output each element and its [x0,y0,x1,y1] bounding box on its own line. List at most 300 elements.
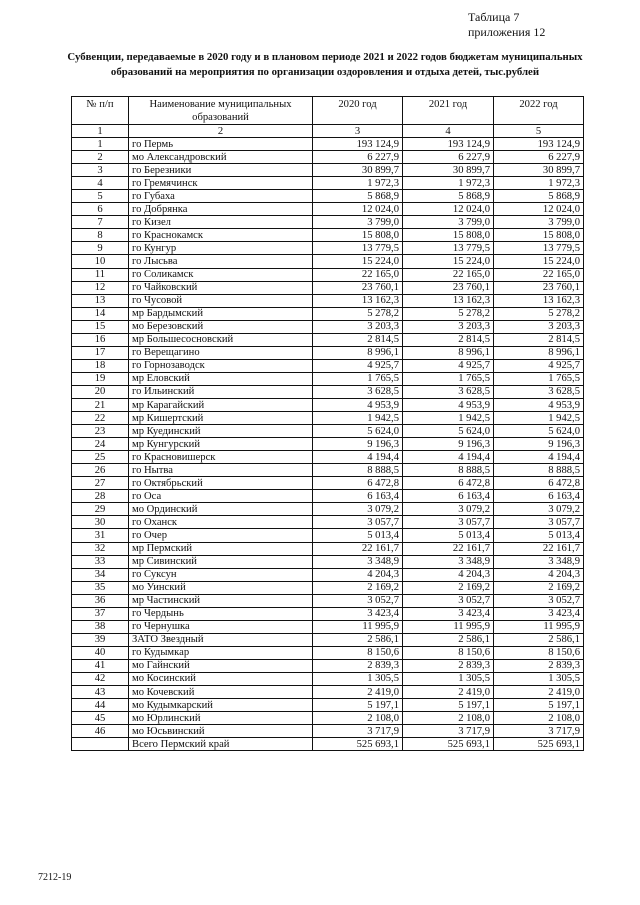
value-2020: 6 472,8 [313,477,403,490]
value-2020: 193 124,9 [313,138,403,151]
municipality-name: мо Гайнский [129,659,313,672]
municipality-name: го Чусовой [129,294,313,307]
value-2020: 3 628,5 [313,385,403,398]
value-2022: 4 204,3 [494,568,584,581]
table-row [72,620,584,633]
value-2022: 1 942,5 [494,412,584,425]
value-2021: 13 162,3 [403,294,494,307]
value-2020: 8 150,6 [313,646,403,659]
value-2021: 2 814,5 [403,333,494,346]
value-2021: 15 808,0 [403,229,494,242]
column-number: 5 [494,125,584,138]
value-2022: 15 224,0 [494,255,584,268]
value-2020: 5 013,4 [313,529,403,542]
value-2021: 9 196,3 [403,438,494,451]
municipality-name: го Гремячинск [129,177,313,190]
municipality-name: го Суксун [129,568,313,581]
table-row [72,320,584,333]
value-2021: 8 996,1 [403,346,494,359]
municipality-name: го Краснокамск [129,229,313,242]
municipality-name: мр Карагайский [129,398,313,411]
value-2022: 1 765,5 [494,372,584,385]
table-row [72,699,584,712]
row-number: 21 [72,398,129,411]
value-2021: 2 839,3 [403,659,494,672]
value-2020: 2 586,1 [313,633,403,646]
column-number: 3 [313,125,403,138]
value-2021: 8 150,6 [403,646,494,659]
value-2022: 9 196,3 [494,438,584,451]
municipality-name: го Очер [129,529,313,542]
row-number: 19 [72,372,129,385]
appendix-reference: приложения 12 [468,25,546,39]
value-2022: 2 108,0 [494,712,584,725]
table-reference [468,10,568,40]
row-number: 1 [72,138,129,151]
header-municipality: Наименование муниципальных образований [129,97,313,125]
table-row [72,151,584,164]
row-number: 45 [72,712,129,725]
value-2020: 4 925,7 [313,359,403,372]
row-number: 18 [72,359,129,372]
row-number: 34 [72,568,129,581]
value-2021: 5 624,0 [403,425,494,438]
value-2021: 2 169,2 [403,581,494,594]
total-2022: 525 693,1 [494,738,584,751]
value-2020: 2 169,2 [313,581,403,594]
municipality-name: го Чердынь [129,607,313,620]
value-2022: 6 227,9 [494,151,584,164]
table-row [72,464,584,477]
value-2022: 3 717,9 [494,725,584,738]
row-number: 43 [72,686,129,699]
table-row [72,359,584,372]
row-number: 5 [72,190,129,203]
municipality-name: мр Сивинский [129,555,313,568]
value-2020: 6 163,4 [313,490,403,503]
municipality-name: мр Куединский [129,425,313,438]
value-2022: 2 169,2 [494,581,584,594]
value-2020: 3 348,9 [313,555,403,568]
value-2022: 22 161,7 [494,542,584,555]
value-2020: 3 203,3 [313,320,403,333]
value-2020: 4 953,9 [313,398,403,411]
value-2021: 22 161,7 [403,542,494,555]
value-2020: 13 779,5 [313,242,403,255]
value-2020: 3 799,0 [313,216,403,229]
value-2020: 13 162,3 [313,294,403,307]
value-2020: 8 996,1 [313,346,403,359]
row-number: 30 [72,516,129,529]
value-2020: 4 204,3 [313,568,403,581]
table-row [72,607,584,620]
value-2021: 3 799,0 [403,216,494,229]
municipality-name: го Чайковский [129,281,313,294]
row-number: 38 [72,620,129,633]
value-2022: 3 628,5 [494,385,584,398]
value-2021: 4 925,7 [403,359,494,372]
row-number: 37 [72,607,129,620]
value-2022: 8 996,1 [494,346,584,359]
table-row [72,581,584,594]
table-row [72,138,584,151]
municipality-name: ЗАТО Звездный [129,633,313,646]
value-2021: 22 165,0 [403,268,494,281]
value-2020: 5 868,9 [313,190,403,203]
table-row [72,646,584,659]
table-row [72,686,584,699]
table-row [72,412,584,425]
municipality-name: го Пермь [129,138,313,151]
document-title: Субвенции, передаваемые в 2020 году и в плановом периоде 2021 и 2022 годов бюджетам муниципальных образований на мероприятия по организации оздоровления и отдыха детей, тыс.рублей [67,51,583,78]
municipality-name: го Горнозаводск [129,359,313,372]
value-2020: 3 717,9 [313,725,403,738]
row-number: 29 [72,503,129,516]
municipality-name: мо Юрлинский [129,712,313,725]
value-2022: 13 162,3 [494,294,584,307]
municipality-name: го Нытва [129,464,313,477]
table-row [72,333,584,346]
row-number: 20 [72,385,129,398]
value-2022: 5 624,0 [494,425,584,438]
table-row [72,542,584,555]
value-2021: 3 203,3 [403,320,494,333]
municipality-name: го Октябрьский [129,477,313,490]
value-2020: 22 165,0 [313,268,403,281]
value-2022: 1 972,3 [494,177,584,190]
value-2021: 8 888,5 [403,464,494,477]
table-row [72,529,584,542]
value-2021: 13 779,5 [403,242,494,255]
municipality-name: мо Александровский [129,151,313,164]
value-2022: 5 197,1 [494,699,584,712]
municipality-name: го Чернушка [129,620,313,633]
value-2022: 5 868,9 [494,190,584,203]
value-2020: 22 161,7 [313,542,403,555]
table-row [72,594,584,607]
value-2021: 3 052,7 [403,594,494,607]
value-2022: 6 163,4 [494,490,584,503]
value-2022: 193 124,9 [494,138,584,151]
value-2021: 4 194,4 [403,451,494,464]
total-label: Всего Пермский край [129,738,313,751]
value-2021: 1 765,5 [403,372,494,385]
value-2021: 1 972,3 [403,177,494,190]
value-2020: 1 305,5 [313,672,403,685]
table-row [72,307,584,320]
row-number: 7 [72,216,129,229]
value-2022: 30 899,7 [494,164,584,177]
municipality-name: го Губаха [129,190,313,203]
table-row [72,255,584,268]
value-2022: 3 423,4 [494,607,584,620]
value-2022: 3 079,2 [494,503,584,516]
value-2021: 3 079,2 [403,503,494,516]
value-2022: 4 953,9 [494,398,584,411]
value-2022: 23 760,1 [494,281,584,294]
value-2022: 2 586,1 [494,633,584,646]
municipality-name: мо Косинский [129,672,313,685]
value-2022: 2 419,0 [494,686,584,699]
value-2022: 3 799,0 [494,216,584,229]
table-row [72,633,584,646]
value-2021: 5 868,9 [403,190,494,203]
table-row [72,477,584,490]
value-2020: 23 760,1 [313,281,403,294]
municipality-name: го Верещагино [129,346,313,359]
value-2020: 15 808,0 [313,229,403,242]
total-2020: 525 693,1 [313,738,403,751]
table-number: Таблица 7 [468,10,520,24]
row-number: 40 [72,646,129,659]
table-row [72,438,584,451]
municipality-name: го Оханск [129,516,313,529]
column-number: 1 [72,125,129,138]
municipality-name: мр Бардымский [129,307,313,320]
value-2022: 8 888,5 [494,464,584,477]
value-2020: 9 196,3 [313,438,403,451]
value-2021: 3 423,4 [403,607,494,620]
table-row [72,555,584,568]
row-number: 22 [72,412,129,425]
value-2021: 5 013,4 [403,529,494,542]
value-2021: 193 124,9 [403,138,494,151]
value-2022: 3 203,3 [494,320,584,333]
table-row [72,385,584,398]
table-header-row [72,97,584,125]
row-number: 9 [72,242,129,255]
value-2021: 2 586,1 [403,633,494,646]
row-number: 41 [72,659,129,672]
table-row [72,659,584,672]
row-number: 36 [72,594,129,607]
row-number: 10 [72,255,129,268]
value-2021: 5 278,2 [403,307,494,320]
value-2022: 5 013,4 [494,529,584,542]
value-2022: 3 057,7 [494,516,584,529]
table-row [72,451,584,464]
municipality-name: мо Ординский [129,503,313,516]
municipality-name: го Красновишерск [129,451,313,464]
row-number: 4 [72,177,129,190]
value-2021: 3 348,9 [403,555,494,568]
value-2020: 8 888,5 [313,464,403,477]
document-code: 7212-19 [38,872,72,883]
value-2021: 6 472,8 [403,477,494,490]
value-2020: 15 224,0 [313,255,403,268]
value-2021: 1 305,5 [403,672,494,685]
header-2022: 2022 год [494,97,584,125]
value-2021: 2 108,0 [403,712,494,725]
municipality-name: мр Кишертский [129,412,313,425]
table-row [72,712,584,725]
value-2020: 4 194,4 [313,451,403,464]
value-2021: 1 942,5 [403,412,494,425]
table-row [72,281,584,294]
row-number: 42 [72,672,129,685]
row-number: 3 [72,164,129,177]
value-2020: 12 024,0 [313,203,403,216]
value-2021: 23 760,1 [403,281,494,294]
municipality-name: го Соликамск [129,268,313,281]
value-2020: 3 052,7 [313,594,403,607]
value-2022: 22 165,0 [494,268,584,281]
value-2021: 2 419,0 [403,686,494,699]
value-2022: 8 150,6 [494,646,584,659]
row-number: 33 [72,555,129,568]
value-2021: 3 057,7 [403,516,494,529]
table-row [72,568,584,581]
value-2022: 13 779,5 [494,242,584,255]
value-2021: 6 227,9 [403,151,494,164]
value-2021: 30 899,7 [403,164,494,177]
municipality-name: го Ильинский [129,385,313,398]
table-row [72,672,584,685]
table-row [72,425,584,438]
value-2021: 3 717,9 [403,725,494,738]
table-row [72,268,584,281]
value-2020: 1 765,5 [313,372,403,385]
table-row [72,203,584,216]
row-number: 12 [72,281,129,294]
value-2021: 15 224,0 [403,255,494,268]
municipality-name: мр Большесосновский [129,333,313,346]
value-2022: 4 194,4 [494,451,584,464]
row-number: 2 [72,151,129,164]
value-2022: 1 305,5 [494,672,584,685]
value-2020: 1 972,3 [313,177,403,190]
value-2020: 11 995,9 [313,620,403,633]
table-row [72,294,584,307]
row-number: 11 [72,268,129,281]
municipality-name: мо Березовский [129,320,313,333]
value-2022: 6 472,8 [494,477,584,490]
value-2021: 4 953,9 [403,398,494,411]
row-number: 39 [72,633,129,646]
value-2022: 2 839,3 [494,659,584,672]
header-2020: 2020 год [313,97,403,125]
row-number: 27 [72,477,129,490]
column-number: 4 [403,125,494,138]
table-row [72,516,584,529]
header-2021: 2021 год [403,97,494,125]
value-2022: 4 925,7 [494,359,584,372]
table-row [72,398,584,411]
row-number: 6 [72,203,129,216]
value-2021: 12 024,0 [403,203,494,216]
row-number: 8 [72,229,129,242]
municipality-name: мр Частинский [129,594,313,607]
municipality-name: го Кудымкар [129,646,313,659]
table-row [72,177,584,190]
value-2022: 11 995,9 [494,620,584,633]
row-number: 31 [72,529,129,542]
value-2020: 2 419,0 [313,686,403,699]
row-number: 26 [72,464,129,477]
value-2020: 2 108,0 [313,712,403,725]
municipality-name: мр Пермский [129,542,313,555]
value-2020: 1 942,5 [313,412,403,425]
header-number: № п/п [72,97,129,125]
value-2021: 3 628,5 [403,385,494,398]
column-number: 2 [129,125,313,138]
column-numbers-row [72,125,584,138]
municipality-name: го Добрянка [129,203,313,216]
row-number: 35 [72,581,129,594]
municipality-name: го Кизел [129,216,313,229]
table-row [72,346,584,359]
value-2020: 3 079,2 [313,503,403,516]
municipality-name: мр Кунгурский [129,438,313,451]
value-2020: 2 814,5 [313,333,403,346]
value-2022: 5 278,2 [494,307,584,320]
value-2020: 3 057,7 [313,516,403,529]
value-2021: 11 995,9 [403,620,494,633]
table-row [72,372,584,385]
value-2022: 2 814,5 [494,333,584,346]
value-2020: 5 278,2 [313,307,403,320]
municipality-name: мр Еловский [129,372,313,385]
row-number: 15 [72,320,129,333]
total-number [72,738,129,751]
municipality-name: го Березники [129,164,313,177]
municipality-name: го Лысьва [129,255,313,268]
municipality-name: мо Кочевский [129,686,313,699]
municipality-name: го Кунгур [129,242,313,255]
row-number: 32 [72,542,129,555]
value-2020: 3 423,4 [313,607,403,620]
row-number: 25 [72,451,129,464]
table-row [72,490,584,503]
table-row [72,164,584,177]
row-number: 46 [72,725,129,738]
municipality-name: мо Юсьвинский [129,725,313,738]
row-number: 28 [72,490,129,503]
table-row [72,216,584,229]
row-number: 17 [72,346,129,359]
value-2020: 30 899,7 [313,164,403,177]
municipality-name: го Оса [129,490,313,503]
table-row [72,229,584,242]
municipality-name: мо Кудымкарский [129,699,313,712]
value-2020: 5 197,1 [313,699,403,712]
row-number: 44 [72,699,129,712]
table-row [72,725,584,738]
row-number: 14 [72,307,129,320]
value-2020: 6 227,9 [313,151,403,164]
value-2020: 5 624,0 [313,425,403,438]
row-number: 23 [72,425,129,438]
value-2020: 2 839,3 [313,659,403,672]
value-2022: 15 808,0 [494,229,584,242]
municipality-name: мо Уинский [129,581,313,594]
subsidy-table [71,96,584,751]
value-2022: 3 348,9 [494,555,584,568]
table-body [72,125,584,751]
total-2021: 525 693,1 [403,738,494,751]
table-row [72,242,584,255]
value-2022: 12 024,0 [494,203,584,216]
value-2021: 6 163,4 [403,490,494,503]
total-row [72,738,584,751]
row-number: 16 [72,333,129,346]
value-2021: 5 197,1 [403,699,494,712]
table-row [72,503,584,516]
row-number: 24 [72,438,129,451]
value-2022: 3 052,7 [494,594,584,607]
value-2021: 4 204,3 [403,568,494,581]
row-number: 13 [72,294,129,307]
